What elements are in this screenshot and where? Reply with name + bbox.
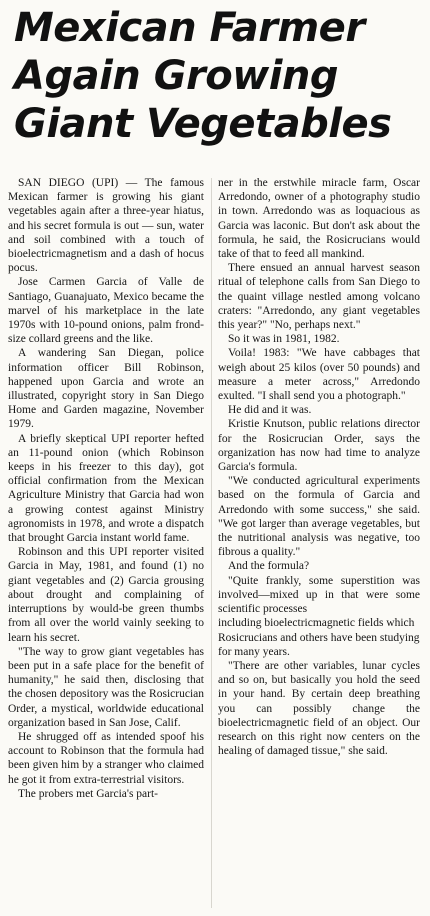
paragraph: He did and it was. [228, 404, 312, 417]
paragraph: "Quite frankly, some superstition was involved—mixed up in that were some scientific processes [218, 574, 420, 616]
paragraph: Jose Carmen Garcia of Valle de Santiago, Guanajuato, Mexico became the marvel of his marketplace in the late 1970s with 10-pound onions, palm frond-size collard greens and the like. [8, 276, 204, 346]
paragraph-continued: ner in the erstwhile miracle farm, Oscar Arredondo, owner of a photography studio in town. Arredondo was as loquacious as Garcia was laconic. But don't ask about the formula, he said, the Rosicrucians would take of that to feed all mankind. [218, 177, 420, 261]
headline-line-3: Giant Vegetables [14, 101, 392, 147]
paragraph-subtext: including bioelectricmagnetic fields which Rosicrucians and others have been studying for many years. [218, 617, 420, 658]
paragraph: Robinson and this UPI reporter visited Garcia in May, 1981, and found (1) no giant vegetables and (2) Garcia grousing about drought and complaining of interruptions by would-be green thumbs from all over the world vainly seeking to learn his secret. [8, 546, 204, 644]
paragraph: A briefly skeptical UPI reporter hefted an 11-pound onion (which Robinson keeps in his freezer to this day), got official confirmation from the Mexican Agriculture Ministry that Garcia had won a growing contest against Ministry agronomists in 1978, and wrote a dispatch that brought Garcia instant world fame. [8, 432, 204, 545]
paragraph: There ensued an annual harvest season ritual of telephone calls from San Diego to the quaint village nestled among volcano craters: "Arredondo, any giant vegetables this year?" "No, perhaps next." [218, 262, 420, 332]
paragraph: "There are other variables, lunar cycles and so on, but basically you hold the seed in your hand. By certain deep breathing you can possibly change the bioelectricmagnetic field of an object. Our research on this right now centers on the healing of damaged tissue," she said. [218, 659, 420, 758]
column-divider [211, 178, 212, 908]
paragraph: Kristie Knutson, public relations director for the Rosicrucian Order, says the organization has now had time to analyze Garcia's formula. [218, 418, 420, 474]
paragraph: SAN DIEGO (UPI) — The famous Mexican farmer is growing his giant vegetables again after a three-year hiatus, and his secret formula is out — sun, water and soil combined with a touch of bioelectricmagnetism and a dash of hocus pocus. [8, 177, 204, 275]
paragraph: And the formula? [228, 560, 310, 573]
paragraph: So it was in 1981, 1982. [228, 333, 340, 346]
article-column-left [8, 176, 204, 910]
article-column-right [218, 176, 420, 910]
paragraph: The probers met Garcia's part- [18, 787, 159, 800]
paragraph: "The way to grow giant vegetables has been put in a safe place for the benefit of humanity," he said then, disclosing that the chosen depository was the Rosicrucian Order, a mystical, worldwide educational organization based in San Jose, Calif. [8, 645, 204, 729]
headline-line-2: Again Growing [14, 53, 339, 99]
paragraph: A wandering San Diegan, police information officer Bill Robinson, happened upon Garcia and wrote an illustrated, copyright story in San Diego Home and Garden magazine, November 1979. [8, 347, 204, 431]
headline-line-1: Mexican Farmer [14, 5, 365, 51]
paragraph: Voila! 1983: "We have cabbages that weigh about 25 kilos (over 50 pounds) and measure a meter across," Arredondo exulted. "I shall send you a photograph." [218, 347, 420, 403]
paragraph: He shrugged off as intended spoof his account to Robinson that the formula had been given him by a stranger who claimed he got it from extra-terrestrial visitors. [8, 730, 204, 786]
paragraph: "We conducted agricultural experiments based on the formula of Garcia and Arredondo with some success," she said. "We got larger than average vegetables, but the nutritional analysis was negative, too fibrous a quality." [218, 475, 420, 559]
headline [14, 4, 424, 148]
